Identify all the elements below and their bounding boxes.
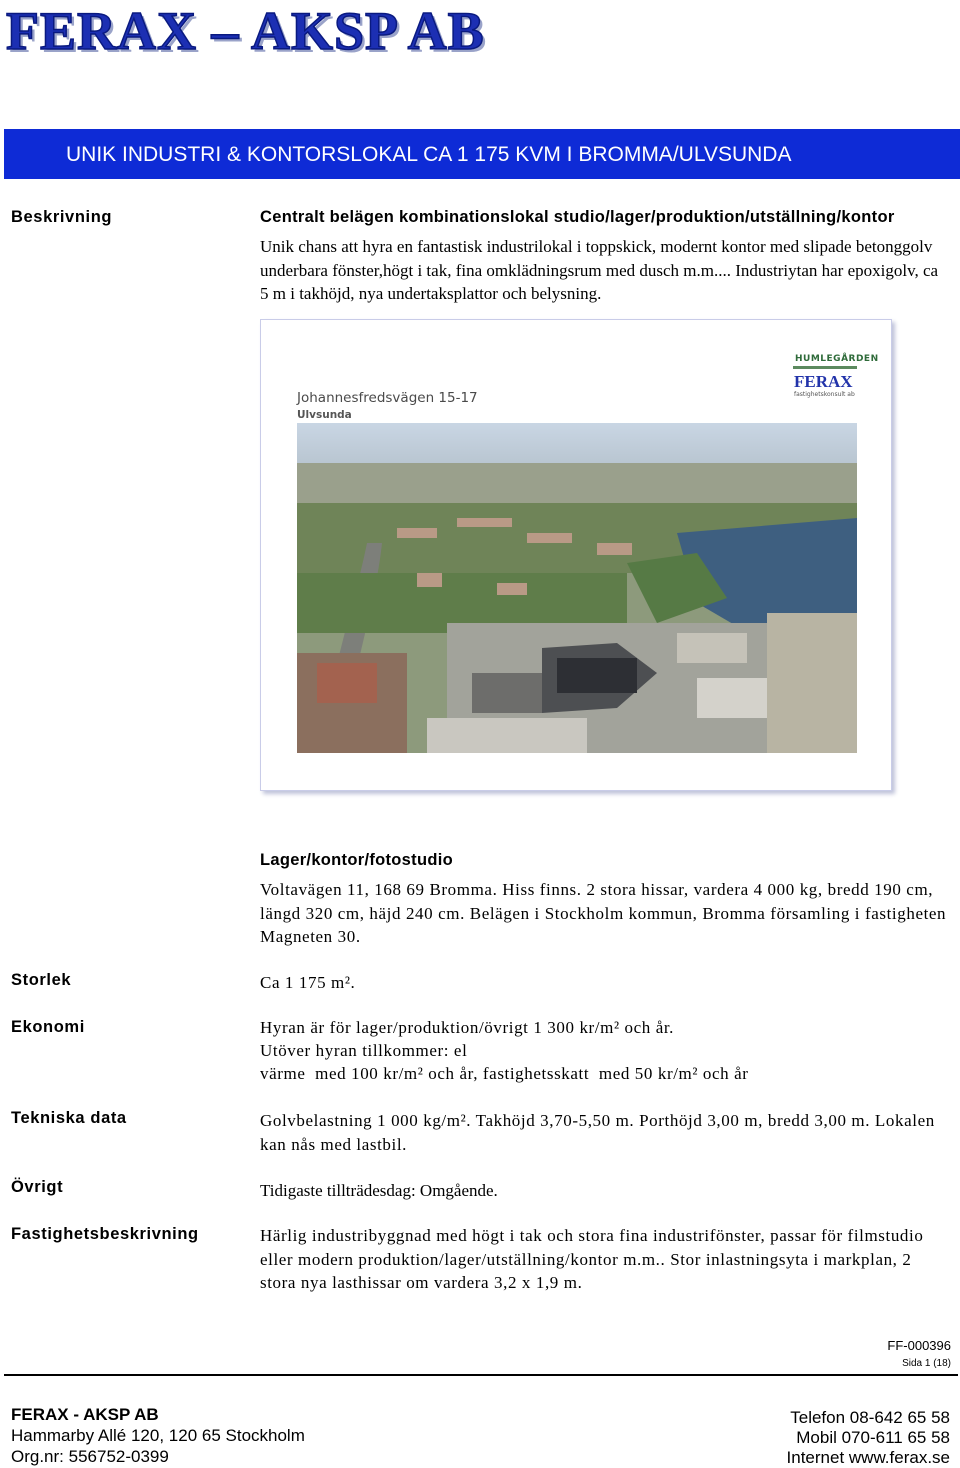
reference-number: FF-000396 [887,1338,951,1353]
page-title: UNIK INDUSTRI & KONTORSLOKAL CA 1 175 KVM I BROMMA/ULVSUNDA [66,143,792,166]
company-logo: FERAX – AKSP AB [6,1,485,61]
lager-heading: Lager/kontor/fotostudio [260,851,453,869]
page-number: Sida 1 (18) [902,1358,951,1369]
label-fastighetsbeskrivning: Fastighetsbeskrivning [11,1225,199,1243]
footer-web-link[interactable]: Internet www.ferax.se [786,1448,950,1467]
photo-area: Ulvsunda [297,409,352,421]
lager-text: Voltavägen 11, 168 69 Bromma. Hiss finns. 2 stora hissar, vardera 4 000 kg, bredd 190 cm, längd 320 cm, häjd 240 cm. Belägen i Stockholm kommun, Bromma församling i fastigheten Magneten 30. [260,880,947,946]
beskrivning-text: Unik chans att hyra en fantastisk industrilokal i toppskick, modernt kontor med slipade betonggolv underbara fönster,högt i tak, fina omklädningsrum med dusch m.m.... Industriytan har epoxigolv, ca 5 m i takhöjd, nya undertaksplattor och belysning. [260,237,939,303]
humlegarden-logo-bar [793,366,857,369]
label-storlek: Storlek [11,971,72,989]
ferax-photo-logo: FERAX [794,372,853,391]
photo-street: Johannesfredsvägen 15-17 [297,390,478,406]
aerial-image [297,423,857,753]
ekonomi-line-2: Utöver hyran tillkommer: el [260,1041,468,1060]
fastighet-text: Härlig industribyggnad med högt i tak och stora fina industrifönster, passar för filmstudio eller modern produktion/lager/utställning/kontor m.m.. Stor inlastningsyta i markplan, 2 stora nya lasthissar om vardera 3,2 x 1,9 m. [260,1226,924,1292]
tekniska-text: Golvbelastning 1 000 kg/m². Takhöjd 3,70-5,50 m. Porthöjd 3,00 m, bredd 3,00 m. Lokalen kan nås med lastbil. [260,1111,935,1154]
ekonomi-line-1: Hyran är för lager/produktion/övrigt 1 300 kr/m² och år. [260,1018,675,1037]
storlek-text: Ca 1 175 m². [260,973,356,992]
footer-company: FERAX - AKSP AB [11,1405,159,1424]
ekonomi-line-3: värme med 100 kr/m² och år, fastighetsskatt med 50 kr/m² och år [260,1064,749,1083]
ferax-photo-logo-sub: fastighetskonsult ab [794,391,855,398]
footer-address: Hammarby Allé 120, 120 65 Stockholm [11,1426,305,1445]
footer-orgnr: Org.nr: 556752-0399 [11,1447,169,1466]
footer-mobile: Mobil 070-611 65 58 [796,1428,950,1447]
footer-phone: Telefon 08-642 65 58 [790,1408,950,1427]
label-ekonomi: Ekonomi [11,1018,85,1036]
label-beskrivning: Beskrivning [11,208,113,226]
humlegarden-logo: HUMLEGÅRDEN [795,354,879,364]
label-tekniska-data: Tekniska data [11,1109,127,1127]
property-photo [260,319,892,791]
label-ovrigt: Övrigt [11,1178,64,1196]
beskrivning-heading: Centralt belägen kombinationslokal studio/lager/produktion/utställning/kontor [260,208,895,226]
title-banner [4,129,960,179]
footer-divider [4,1374,958,1376]
ovrigt-text: Tidigaste tillträdesdag: Omgående. [260,1181,498,1200]
